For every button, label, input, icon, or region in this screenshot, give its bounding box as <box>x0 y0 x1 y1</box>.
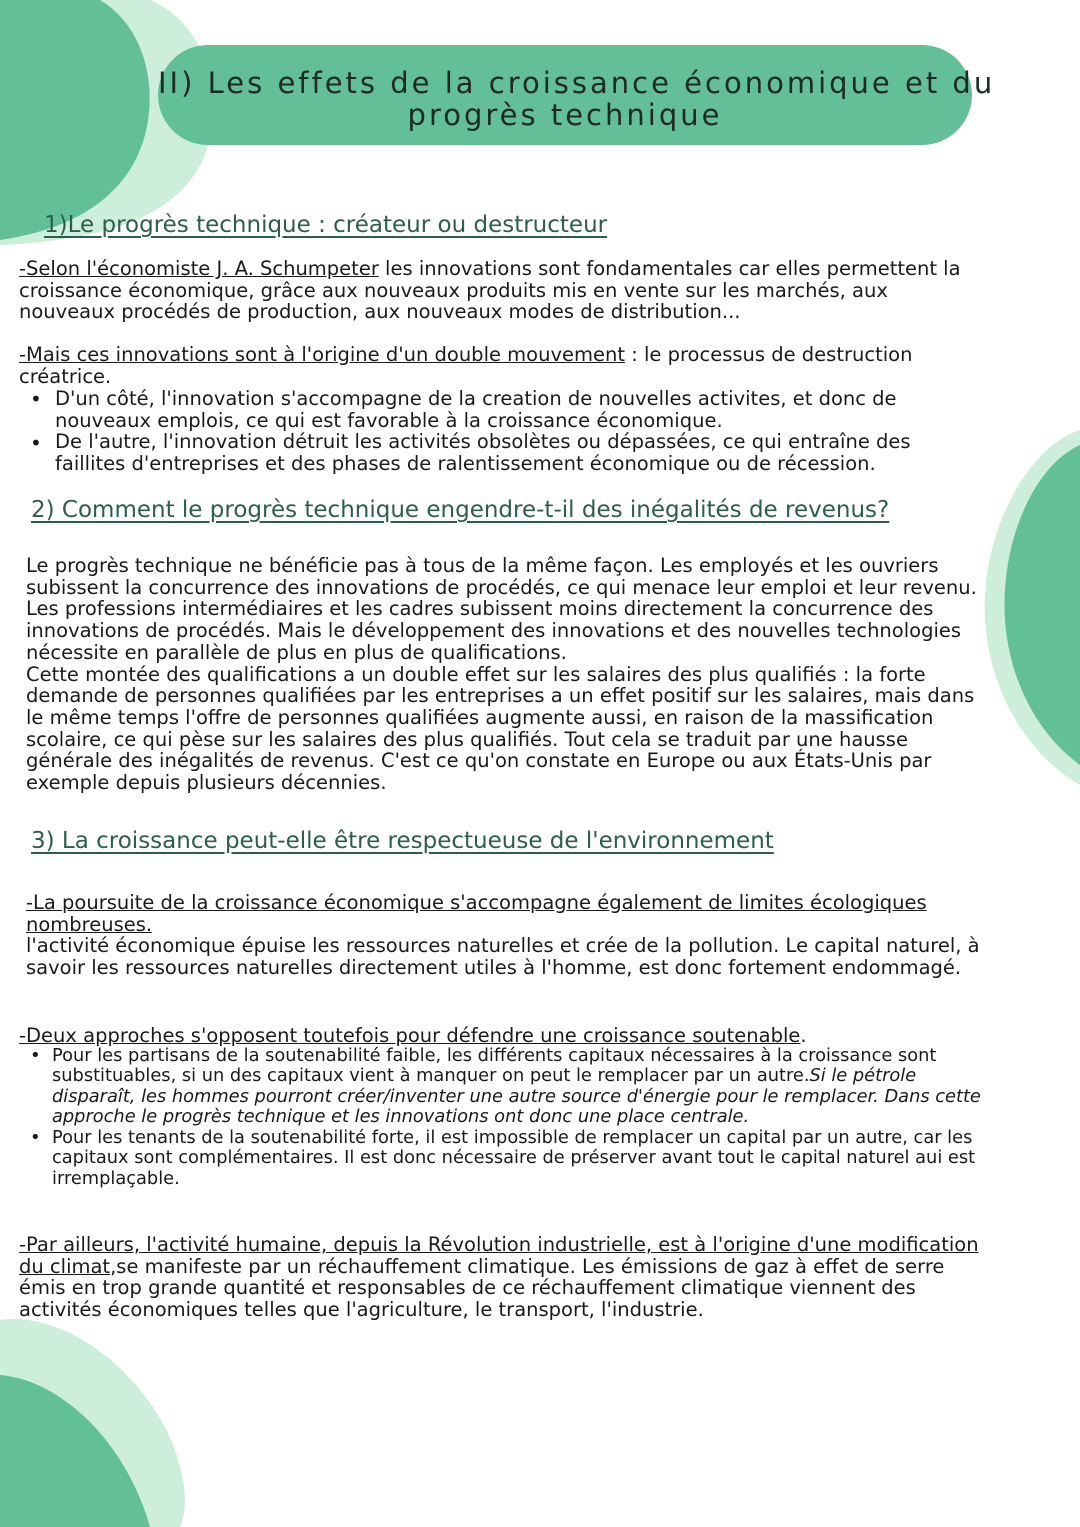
section1-paragraph2 <box>19 344 912 387</box>
page-title-line2: progrès technique <box>407 98 723 132</box>
section2-paragraph <box>26 555 977 794</box>
section1-b2-line1: De l'autre, l'innovation détruit les activités obsolètes ou dépassées, ce qui entraîne des <box>55 430 911 453</box>
section1-paragraph1 <box>19 258 961 323</box>
section3-bullet1 <box>52 1046 981 1128</box>
section3-paragraph2 <box>19 1025 807 1047</box>
section2-line: Le progrès technique ne bénéficie pas à tous de la même façon. Les employés et les ouvriers <box>26 554 939 577</box>
section3-b2-line3: irremplaçable. <box>52 1167 180 1189</box>
page-title <box>158 45 996 145</box>
section3-b1-line3: disparaît, les hommes pourront créer/inventer une autre source d'énergie pour le remplacer. Dans cette <box>52 1085 981 1107</box>
section1-p1-line3: nouveaux procédés de production, aux nouveaux modes de distribution... <box>19 300 741 324</box>
section3-b2-line1: Pour les tenants de la soutenabilité forte, il est impossible de remplacer un capital par un autre, car les <box>52 1127 973 1148</box>
bullet-icon: • <box>30 431 42 455</box>
section3-p1-line3: l'activité économique épuise les ressources naturelles et crée de la pollution. Le capital naturel, à <box>26 934 980 958</box>
section1-p1-line2: croissance économique, grâce aux nouveaux produits mis en vente sur les marchés, aux <box>19 278 888 302</box>
section1-p2-lead: -Mais ces innovations sont à l'origine d'un double mouvement <box>19 343 625 366</box>
section3-paragraph1 <box>26 892 980 979</box>
section3-b1-line4: approche le progrès technique et les innovations ont donc une place centrale. <box>52 1106 750 1128</box>
section1-b2-line2: faillites d'entreprises et des phases de ralentissement économique ou de récession. <box>55 451 876 475</box>
section1-p1-lead: -Selon l'économiste J. A. Schumpeter <box>19 257 379 280</box>
section3-bullet2 <box>52 1128 975 1189</box>
section2-line: nécessite en parallèle de plus en plus de qualifications. <box>26 640 567 664</box>
section1-b1-line1: D'un côté, l'innovation s'accompagne de la creation de nouvelles activites, et donc de <box>55 387 897 410</box>
section1-p2-line2: créatrice. <box>19 364 112 388</box>
section1-b1-line2: nouveaux emplois, ce qui est favorable à la croissance économique. <box>55 408 723 432</box>
section2-line: innovations de procédés. Mais le développement des innovations et des nouvelles technologies <box>26 619 962 643</box>
section2-line: le même temps l'offre de personnes qualifiées augmente aussi, en raison de la massification <box>26 705 934 729</box>
section2-line: Les professions intermédiaires et les cadres subissent moins directement la concurrence des <box>26 597 934 621</box>
section2-line: subissent la concurrence des innovations de procédés, ce qui menace leur emploi et leur revenu. <box>26 575 977 599</box>
section1-bullet2 <box>55 431 911 474</box>
section3-b1-line1: Pour les partisans de la soutenabilité faible, les différents capitaux nécessaires à la croissance sont <box>52 1045 937 1066</box>
section3-p3-line2-lead: du climat <box>19 1254 111 1278</box>
page-title-line1: II) Les effets de la croissance économique et du <box>158 66 996 100</box>
section3-p3-line1: -Par ailleurs, l'activité humaine, depuis la Révolution industrielle, est à l'origine d'une modification <box>19 1233 979 1256</box>
section3-paragraph3 <box>19 1234 979 1321</box>
section3-p3-line3: émis en trop grande quantité et responsables de ce réchauffement climatique viennent des <box>19 1276 916 1300</box>
section1-p1-line1: les innovations sont fondamentales car elles permettent la <box>378 257 961 280</box>
section3-b1-line2a: substituables, si un des capitaux vient à manquer on peut le remplacer par un autre. <box>52 1065 810 1087</box>
section3-p2-lead: -Deux approches s'opposent toutefois pour défendre une croissance soutenable <box>19 1024 801 1047</box>
section2-heading: 2) Comment le progrès technique engendre-t-il des inégalités de revenus? <box>31 497 890 523</box>
bullet-icon: • <box>30 387 42 411</box>
section1-p2-line1: : le processus de destruction <box>625 343 913 366</box>
section2-line: Cette montée des qualifications a un double effet sur les salaires des plus qualifiés : la forte <box>26 662 926 686</box>
section1-heading: 1)Le progrès technique : créateur ou destructeur <box>44 212 608 238</box>
section3-p3-line2: ,se manifeste par un réchauffement climatique. Les émissions de gaz à effet de serre <box>110 1254 945 1278</box>
section1-bullet1 <box>55 388 897 431</box>
section2-line: demande de personnes qualifiées par les entreprises a un effet positif sur les salaires, mais dans <box>26 684 975 708</box>
decorative-blob-bottom-left <box>0 1290 220 1527</box>
section2-line: générale des inégalités de revenus. C'est ce qu'on constate en Europe ou aux États-Unis par <box>26 749 932 773</box>
section2-line: scolaire, ce qui pèse sur les salaires des plus qualifiés. Tout cela se traduit par une hausse <box>26 727 908 751</box>
section3-b2-line2: capitaux sont complémentaires. Il est donc nécessaire de préserver avant tout le capital naturel aui est <box>52 1147 976 1169</box>
bullet-icon: • <box>30 1127 41 1148</box>
section3-p3-line4: activités économiques telles que l'agriculture, le transport, l'industrie. <box>19 1298 704 1322</box>
section3-p1-line1: -La poursuite de la croissance économique s'accompagne également de limites écologiques <box>26 891 927 914</box>
section2-line: exemple depuis plusieurs décennies. <box>26 771 387 795</box>
section3-p1-line4: savoir les ressources naturelles directement utiles à l'homme, est donc fortement endommagé. <box>26 956 962 980</box>
bullet-icon: • <box>30 1045 41 1066</box>
section3-p2-end: . <box>800 1024 807 1047</box>
section3-b1-line2b: Si le pétrole <box>809 1065 917 1087</box>
section3-heading: 3) La croissance peut-elle être respectueuse de l'environnement <box>31 828 774 854</box>
section3-p1-line2: nombreuses. <box>26 912 153 936</box>
